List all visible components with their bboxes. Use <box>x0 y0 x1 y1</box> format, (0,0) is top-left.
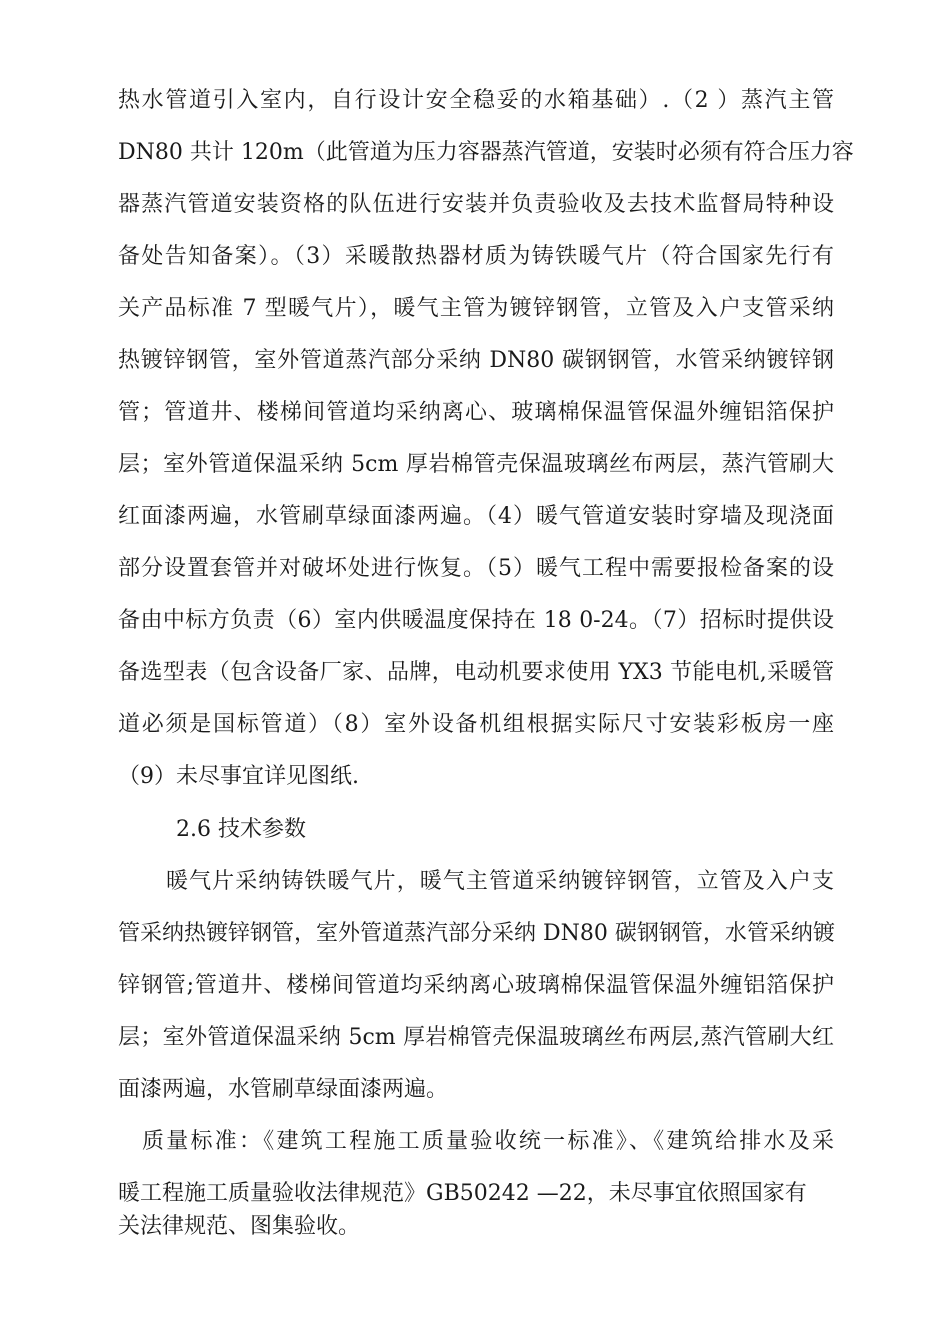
paragraph-line: 红面漆两遍，水管刷草绿面漆两遍。（4）暖气管道安装时穿墙及现浇面 <box>118 504 834 529</box>
paragraph-line: 备选型表（包含设备厂家、品牌，电动机要求使用 YX3 节能电机,采暖管 <box>118 660 834 685</box>
paragraph-line: 关产品标准 7 型暖气片），暖气主管为镀锌钢管，立管及入户支管采纳 <box>118 296 834 321</box>
paragraph-line: 暖工程施工质量验收法律规范》GB50242 —22，未尽事宜依照国家有 <box>118 1181 807 1206</box>
paragraph-line: 备处告知备案）。（3）采暖散热器材质为铸铁暖气片（符合国家先行有 <box>118 244 834 269</box>
paragraph-line: 层；室外管道保温采纳 5cm 厚岩棉管壳保温玻璃丝布两层,蒸汽管刷大红 <box>118 1025 834 1050</box>
paragraph-line: 部分设置套管并对破坏处进行恢复。（5）暖气工程中需要报检备案的设 <box>118 556 834 581</box>
paragraph-line: 道必须是国标管道）（8）室外设备机组根据实际尺寸安装彩板房一座 <box>118 712 834 737</box>
paragraph-line: 管采纳热镀锌钢管，室外管道蒸汽部分采纳 DN80 碳钢钢管，水管采纳镀 <box>118 921 835 946</box>
paragraph-line: DN80 共计 120m（此管道为压力容器蒸汽管道，安装时必须有符合压力容 <box>118 140 854 165</box>
paragraph-line: 热水管道引入室内，自行设计安全稳妥的水箱基础）.（2 ）蒸汽主管 <box>118 88 834 113</box>
paragraph-line: （9）未尽事宜详见图纸. <box>118 764 359 789</box>
paragraph-line: 层；室外管道保温采纳 5cm 厚岩棉管壳保温玻璃丝布两层，蒸汽管刷大 <box>118 452 834 477</box>
paragraph-line: 面漆两遍，水管刷草绿面漆两遍。 <box>118 1077 449 1102</box>
paragraph-line: 管；管道井、楼梯间管道均采纳离心、玻璃棉保温管保温外缠铝箔保护 <box>118 400 834 425</box>
section-heading: 2.6 技术参数 <box>176 817 306 842</box>
paragraph-line: 暖气片采纳铸铁暖气片，暖气主管道采纳镀锌钢管，立管及入户支 <box>166 869 834 894</box>
paragraph-line: 备由中标方负责（6）室内供暖温度保持在 18 0-24。（7）招标时提供设 <box>118 608 834 633</box>
paragraph-line: 质量标准：《建筑工程施工质量验收统一标准》、《建筑给排水及采 <box>142 1129 834 1154</box>
paragraph-line: 关法律规范、图集验收。 <box>118 1214 361 1239</box>
paragraph-line: 锌钢管;管道井、楼梯间管道均采纳离心玻璃棉保温管保温外缠铝箔保护 <box>118 973 834 998</box>
paragraph-line: 器蒸汽管道安装资格的队伍进行安装并负责验收及去技术监督局特种设 <box>118 192 834 217</box>
paragraph-line: 热镀锌钢管，室外管道蒸汽部分采纳 DN80 碳钢钢管，水管采纳镀锌钢 <box>118 348 834 373</box>
